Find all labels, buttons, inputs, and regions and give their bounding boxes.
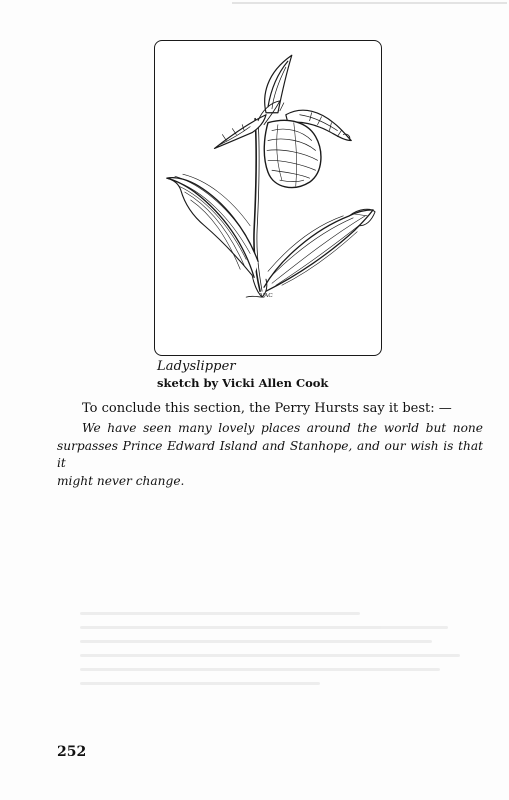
caption-credit: sketch by Vicki Allen Cook [157, 376, 329, 390]
block-quote [57, 420, 483, 490]
ladyslipper-sketch-frame [154, 40, 382, 356]
ladyslipper-sketch [155, 41, 381, 355]
reverse-side-show-through [80, 612, 480, 722]
page-number: 252 [57, 744, 87, 760]
intro-sentence: To conclude this section, the Perry Hursts say it best: — [82, 401, 452, 416]
page-top-edge [232, 2, 507, 4]
quote-line: might never change. [57, 473, 185, 488]
quote-line: surpasses Prince Edward Island and Stanhope, and our wish is that it [57, 438, 483, 470]
caption-title: Ladyslipper [157, 359, 236, 374]
quote-line: We have seen many lovely places around the world but none [82, 421, 483, 435]
artist-signature: VAC [260, 292, 273, 300]
